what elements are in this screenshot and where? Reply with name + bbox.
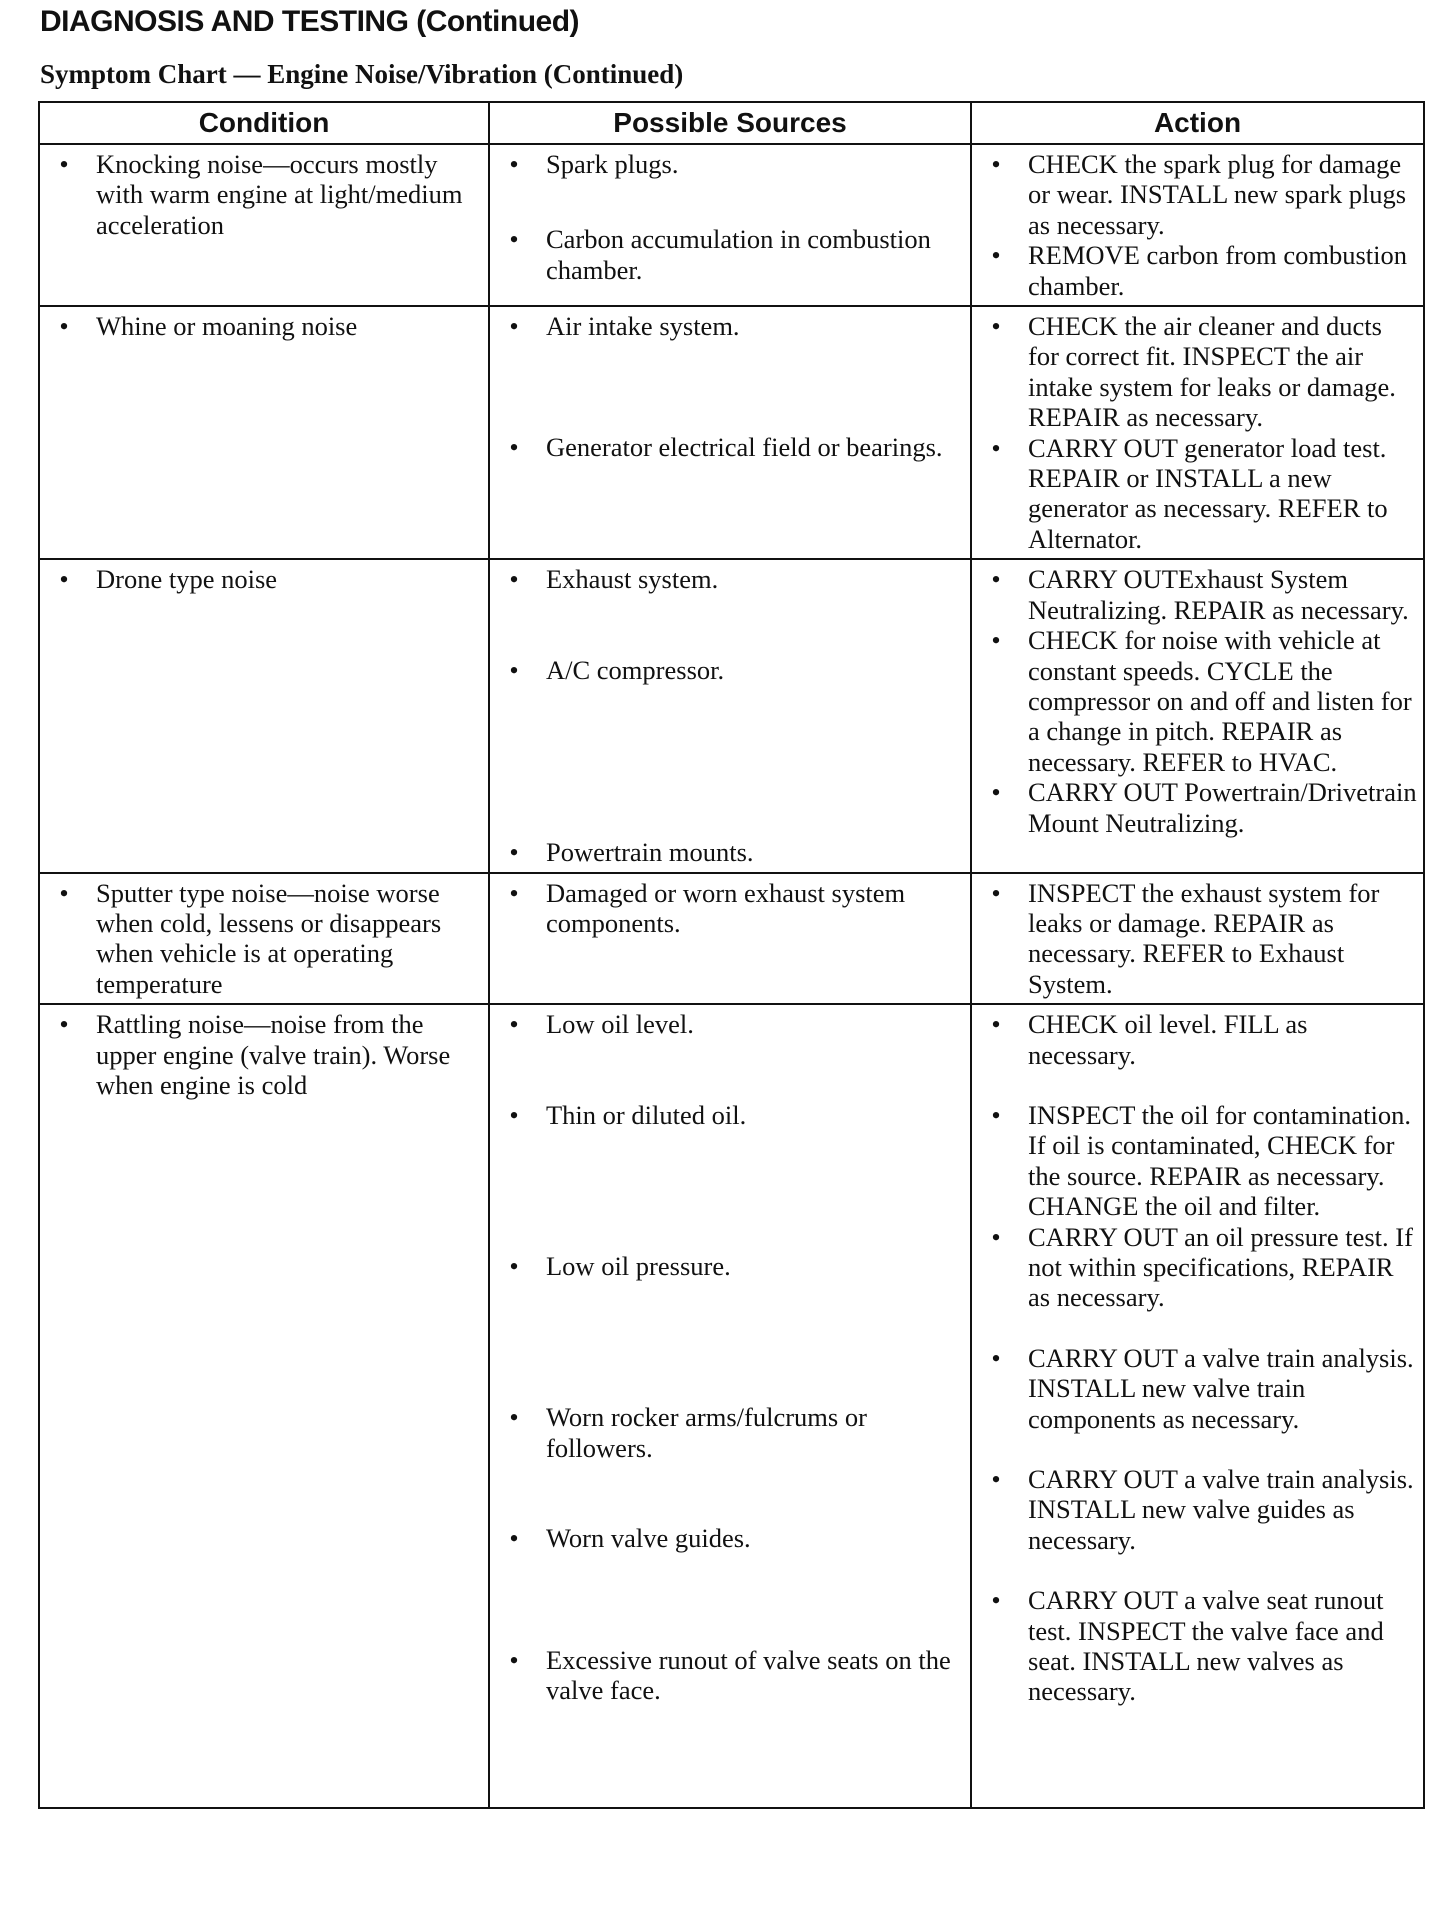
bullet-icon: • <box>59 311 69 342</box>
sources-cell <box>489 559 971 872</box>
action-cell <box>971 144 1424 306</box>
condition-text: Whine or moaning noise <box>96 311 358 342</box>
bullet-icon: • <box>509 1099 519 1130</box>
bullet-icon: • <box>991 1009 1001 1040</box>
list-item <box>986 240 1417 301</box>
table-row <box>39 306 1424 559</box>
list-item <box>986 878 1417 1000</box>
list-item <box>54 1009 482 1100</box>
source-text: Spark plugs. <box>546 149 679 179</box>
list-item <box>54 149 482 240</box>
list-item <box>986 311 1417 433</box>
list-item <box>986 777 1417 838</box>
bullet-icon: • <box>509 224 519 255</box>
table-header-row <box>39 102 1424 144</box>
bullet-icon: • <box>509 654 519 685</box>
condition-cell <box>39 144 489 306</box>
list-item <box>504 1402 964 1463</box>
list-item <box>504 564 964 594</box>
bullet-icon: • <box>59 877 69 908</box>
list-item <box>986 149 1417 240</box>
sources-cell <box>489 1004 971 1808</box>
bullet-icon: • <box>509 1009 519 1040</box>
table-row <box>39 873 1424 1005</box>
bullet-icon: • <box>509 837 519 868</box>
list-item <box>504 1645 964 1706</box>
action-cell <box>971 1004 1424 1808</box>
header-possible-sources: Possible Sources <box>489 102 971 144</box>
bullet-icon: • <box>991 432 1001 463</box>
source-text: Thin or diluted oil. <box>546 1099 747 1130</box>
action-text: CHECK for noise with vehicle at constant speeds. CYCLE the compressor on and off and listen for a change in pitch. REPAIR as necessary. REFER to HVAC. <box>1028 625 1412 777</box>
source-text: Worn rocker arms/fulcrums or followers. <box>546 1402 867 1463</box>
action-text: CHECK oil level. FILL as necessary. <box>1028 1009 1308 1070</box>
header-action: Action <box>971 102 1424 144</box>
bullet-icon: • <box>509 311 519 342</box>
bullet-icon: • <box>509 432 519 463</box>
list-item <box>504 1523 964 1553</box>
list-item <box>504 837 964 867</box>
header-condition: Condition <box>39 102 489 144</box>
bullet-icon: • <box>991 311 1001 342</box>
bullet-icon: • <box>991 1585 1001 1616</box>
list-item <box>986 1222 1417 1313</box>
action-cell <box>971 559 1424 872</box>
condition-cell <box>39 1004 489 1808</box>
list-item <box>504 1251 964 1281</box>
source-text: Low oil pressure. <box>546 1250 731 1281</box>
bullet-icon: • <box>991 240 1001 271</box>
source-text: A/C compressor. <box>546 654 725 685</box>
bullet-icon: • <box>59 149 69 179</box>
list-item <box>986 1343 1417 1434</box>
list-item <box>504 1100 964 1130</box>
list-item <box>54 311 482 341</box>
action-text: CARRY OUT a valve seat runout test. INSPECT the valve face and seat. INSTALL new valves as necessary. <box>1028 1585 1384 1707</box>
sources-cell <box>489 306 971 559</box>
list-item <box>986 1464 1417 1555</box>
action-text: CARRY OUT a valve train analysis. INSTALL new valve guides as necessary. <box>1028 1464 1414 1555</box>
action-text: CHECK the air cleaner and ducts for correct fit. INSPECT the air intake system for leaks or damage. REPAIR as necessary. <box>1028 311 1396 433</box>
action-text: REMOVE carbon from combustion chamber. <box>1028 240 1408 301</box>
bullet-icon: • <box>509 564 519 595</box>
bullet-icon: • <box>991 564 1001 595</box>
condition-text: Sputter type noise—noise worse when cold, lessens or disappears when vehicle is at operating temperature <box>96 877 442 999</box>
action-text: CARRY OUT generator load test. REPAIR or INSTALL a new generator as necessary. REFER to Alternator. <box>1028 432 1388 554</box>
bullet-icon: • <box>509 877 519 908</box>
condition-text: Drone type noise <box>96 564 278 595</box>
bullet-icon: • <box>509 149 519 179</box>
condition-text: Rattling noise—noise from the upper engine (valve train). Worse when engine is cold <box>96 1009 451 1100</box>
list-item <box>504 655 964 685</box>
list-item <box>504 432 964 462</box>
action-text: CARRY OUT a valve train analysis. INSTALL new valve train components as necessary. <box>1028 1342 1414 1434</box>
action-cell <box>971 306 1424 559</box>
list-item <box>986 1100 1417 1222</box>
action-text: CARRY OUTExhaust System Neutralizing. REPAIR as necessary. <box>1028 564 1409 625</box>
bullet-icon: • <box>59 564 69 595</box>
bullet-icon: • <box>991 1464 1001 1494</box>
list-item <box>504 149 964 179</box>
bullet-icon: • <box>991 625 1001 656</box>
bullet-icon: • <box>991 777 1001 808</box>
list-item <box>986 1585 1417 1707</box>
source-text: Generator electrical field or bearings. <box>546 432 943 463</box>
bullet-icon: • <box>59 1009 69 1040</box>
bullet-icon: • <box>991 1221 1001 1252</box>
list-item <box>504 311 964 341</box>
sources-cell <box>489 144 971 306</box>
list-item <box>504 1009 964 1039</box>
list-item <box>504 878 964 939</box>
source-text: Air intake system. <box>546 311 740 342</box>
source-text: Excessive runout of valve seats on the valve face. <box>546 1644 951 1705</box>
list-item <box>986 625 1417 777</box>
bullet-icon: • <box>509 1523 519 1554</box>
chart-title: Symptom Chart — Engine Noise/Vibration (Continued) <box>40 59 684 89</box>
action-text: INSPECT the exhaust system for leaks or damage. REPAIR as necessary. REFER to Exhaust System. <box>1028 877 1380 999</box>
list-item <box>54 564 482 594</box>
action-text: CHECK the spark plug for damage or wear. INSTALL new spark plugs as necessary. <box>1028 149 1407 240</box>
table-row <box>39 1004 1424 1808</box>
source-text: Damaged or worn exhaust system components. <box>546 877 906 938</box>
bullet-icon: • <box>991 1099 1001 1130</box>
condition-cell <box>39 306 489 559</box>
symptom-table <box>38 101 1425 1809</box>
bullet-icon: • <box>991 877 1001 908</box>
list-item <box>986 564 1417 625</box>
bullet-icon: • <box>991 149 1001 179</box>
bullet-icon: • <box>509 1250 519 1281</box>
list-item <box>54 878 482 1000</box>
list-item <box>986 433 1417 555</box>
bullet-icon: • <box>509 1402 519 1433</box>
action-text: INSPECT the oil for contamination. If oil is contaminated, CHECK for the source. REPAIR as necessary. CHANGE the oil and filter. <box>1028 1099 1411 1222</box>
bullet-icon: • <box>509 1644 519 1675</box>
table-row <box>39 559 1424 872</box>
condition-cell <box>39 559 489 872</box>
source-text: Powertrain mounts. <box>546 837 754 868</box>
source-text: Worn valve guides. <box>546 1523 751 1554</box>
bullet-icon: • <box>991 1342 1001 1373</box>
source-text: Low oil level. <box>546 1009 694 1040</box>
source-text: Carbon accumulation in combustion chamber. <box>546 224 931 285</box>
condition-text: Knocking noise—occurs mostly with warm engine at light/medium acceleration <box>96 149 463 240</box>
action-text: CARRY OUT an oil pressure test. If not within specifications, REPAIR as necessary. <box>1028 1221 1413 1313</box>
sources-cell <box>489 873 971 1005</box>
action-cell <box>971 873 1424 1005</box>
source-text: Exhaust system. <box>546 564 719 595</box>
list-item <box>504 224 964 285</box>
action-text: CARRY OUT Powertrain/Drivetrain Mount Neutralizing. <box>1028 777 1417 838</box>
section-title: DIAGNOSIS AND TESTING (Continued) <box>40 5 580 38</box>
condition-cell <box>39 873 489 1005</box>
list-item <box>986 1009 1417 1070</box>
table-row <box>39 144 1424 306</box>
